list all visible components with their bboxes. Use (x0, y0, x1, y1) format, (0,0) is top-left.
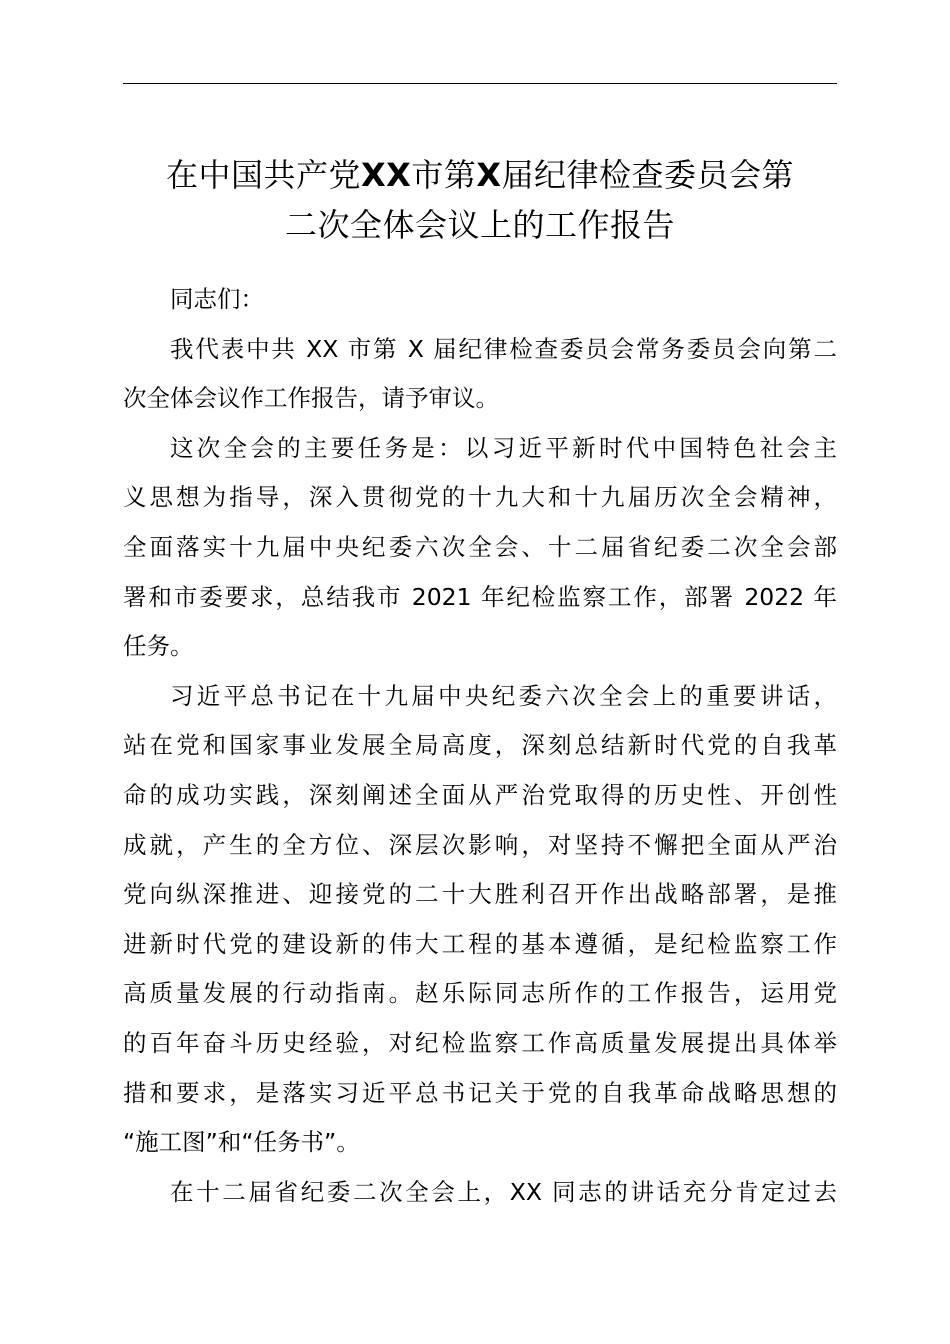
paragraph-line: 习近平总书记在十九届中央纪委六次全会上的重要讲话， (170, 681, 837, 710)
paragraph-line: 命的成功实践，深刻阐述全面从严治党取得的历史性、开创性 (123, 780, 837, 809)
paragraph-line: 成就，产生的全方位、深层次影响，对坚持不懈把全面从严治 (123, 830, 837, 859)
paragraph-2 (123, 424, 837, 672)
document-title (100, 150, 860, 250)
title-text-1: 在中国共产党 (165, 156, 361, 194)
paragraph-3 (123, 672, 837, 1168)
salutation-paragraph (123, 275, 837, 325)
paragraph-line: 在十二届省纪委二次全会上，XX 同志的讲话充分肯定过去 (170, 1177, 837, 1206)
paragraph-line: 署和市委要求，总结我市 2021 年纪检监察工作，部署 2022 年 (123, 582, 837, 611)
paragraph-line: 措和要求，是落实习近平总书记关于党的自我革命战略思想的 (123, 1078, 837, 1107)
paragraph-line: 义思想为指导，深入贯彻党的十九大和十九届历次全会精神， (123, 483, 837, 512)
paragraph-line: 次全体会议作工作报告，请予审议。 (123, 384, 499, 413)
paragraph-line: “施工图”和“任务书”。 (123, 1128, 360, 1157)
title-line-1 (100, 150, 860, 200)
header-rule (123, 83, 837, 84)
title-text-3: 届纪律检查委员会第 (501, 156, 795, 194)
paragraph-4 (123, 1168, 837, 1218)
paragraph-line: 任务。 (123, 632, 194, 661)
document-body (123, 275, 837, 1217)
paragraph-line: 全面落实十九届中央纪委六次全会、十二届省纪委二次全会部 (123, 532, 837, 561)
paragraph-line: 站在党和国家事业发展全局高度，深刻总结新时代党的自我革 (123, 731, 837, 760)
title-bold-x: X (476, 156, 502, 194)
paragraph-line: 这次全会的主要任务是：以习近平新时代中国特色社会主 (170, 433, 837, 462)
paragraph-line: 进新时代党的建设新的伟大工程的基本遵循，是纪检监察工作 (123, 929, 837, 958)
salutation: 同志们： (170, 285, 264, 313)
paragraph-line: 我代表中共 XX 市第 X 届纪律检查委员会常务委员会向第二 (170, 334, 837, 363)
paragraph-line: 党向纵深推进、迎接党的二十大胜利召开作出战略部署，是推 (123, 880, 837, 909)
title-text-2: 市第 (411, 156, 477, 194)
paragraph-1 (123, 325, 837, 424)
title-line-2: 二次全体会议上的工作报告 (284, 206, 675, 244)
title-bold-xx: XX (360, 156, 412, 194)
paragraph-line: 的百年奋斗历史经验，对纪检监察工作高质量发展提出具体举 (123, 1028, 837, 1057)
paragraph-line: 高质量发展的行动指南。赵乐际同志所作的工作报告，运用党 (123, 979, 837, 1008)
